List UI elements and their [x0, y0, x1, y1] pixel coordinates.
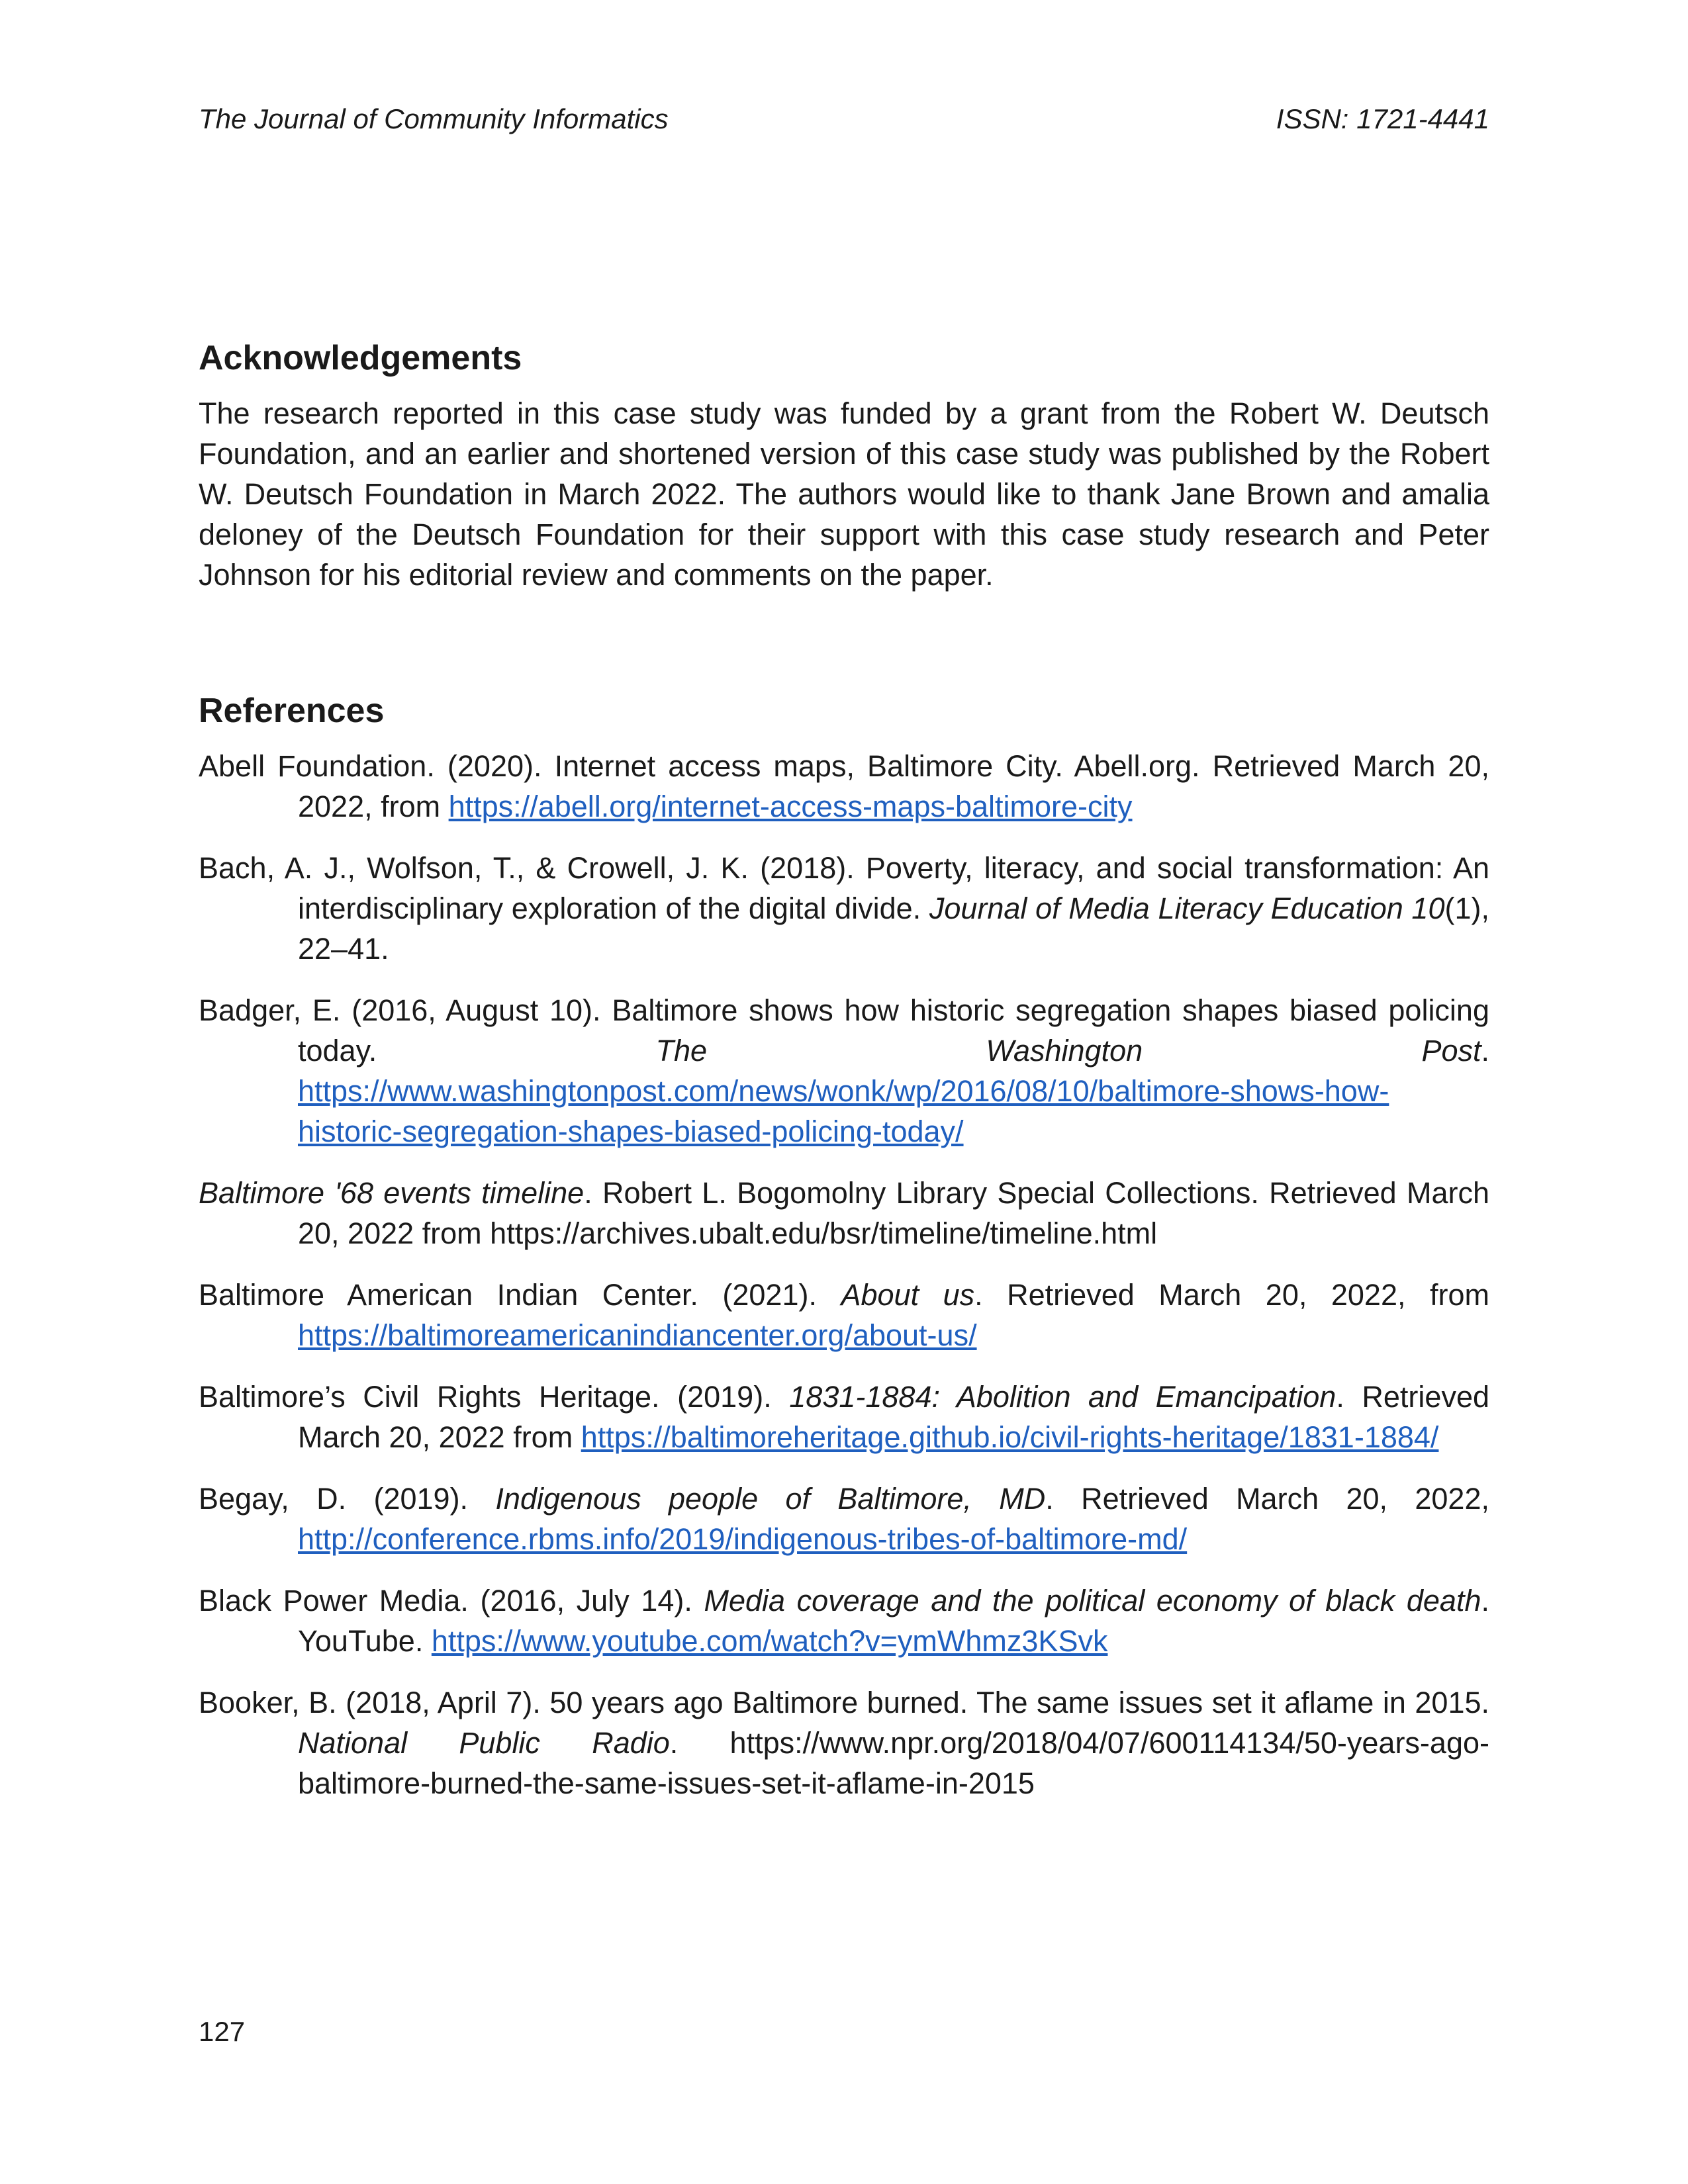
reference-link[interactable]: https://abell.org/internet-access-maps-baltimore-city [448, 790, 1133, 823]
issn: ISSN: 1721-4441 [1276, 103, 1489, 134]
journal-title: The Journal of Community Informatics [199, 103, 669, 134]
reference-italic: Indigenous people of Baltimore, MD [495, 1482, 1046, 1516]
reference-text: Baltimore’s Civil Rights Heritage. (2019). [199, 1380, 790, 1414]
reference-italic: National Public Radio [298, 1726, 670, 1760]
reference-text: Begay, D. (2019). [199, 1482, 496, 1516]
reference-link[interactable]: https://baltimoreamericanindiancenter.org/about-us/ [298, 1318, 977, 1352]
main-content [199, 335, 1489, 1825]
reference-text: . YouTube. [298, 1584, 1489, 1658]
acknowledgements-text: The research reported in this case study was funded by a grant from the Robert W. Deutsch Foundation, and an earlier and shortened version of this case study was published by the Robert W. Deutsch Foundation in March 2022. The authors would like to thank Jane Brown and amalia deloney of the Deutsch Foundation for their support with this case study research and Peter Johnson for his editorial review and comments on the paper. [199, 396, 1489, 592]
reference-text: (1), 22–41. [298, 891, 1489, 966]
reference-item [199, 848, 1489, 969]
reference-italic: Journal of Media Literacy Education 10 [929, 891, 1445, 925]
reference-item [199, 1377, 1489, 1457]
reference-item [199, 1580, 1489, 1661]
reference-item [199, 990, 1489, 1152]
reference-list [199, 746, 1489, 1803]
reference-text: . Retrieved March 20, 2022, from [974, 1278, 1489, 1312]
reference-text: Baltimore American Indian Center. (2021). [199, 1278, 841, 1312]
references-heading: References [199, 692, 385, 730]
reference-italic: Media coverage and the political economy of black death [704, 1584, 1481, 1617]
reference-text: Booker, B. (2018, April 7). 50 years ago Baltimore burned. The same issues set it aflame in 2015. [199, 1686, 1489, 1719]
reference-text: . https://www.npr.org/2018/04/07/600114134/50-years-ago-baltimore-burned-the-same-issues-set-it-aflame-in-2015 [298, 1726, 1489, 1800]
reference-text: . [1481, 1034, 1490, 1068]
page-number: 127 [199, 2016, 246, 2047]
reference-text: . Robert L. Bogomolny Library Special Collections. Retrieved March 20, 2022 from https://archives.ubalt.edu/bsr/timeline/timeline.html [298, 1176, 1489, 1250]
reference-italic: About us [841, 1278, 975, 1312]
reference-italic: Baltimore '68 events timeline [199, 1176, 585, 1210]
reference-text: Bach, A. J., Wolfson, T., & Crowell, J. K. (2018). Poverty, literacy, and social transformation: An interdisciplinary exploration of the digital divide. [199, 851, 1489, 925]
reference-italic: 1831-1884: Abolition and Emancipation [789, 1380, 1336, 1414]
reference-item [199, 1682, 1489, 1803]
reference-link[interactable]: https://www.washingtonpost.com/news/wonk/wp/2016/08/10/baltimore-shows-how-historic-segregation-shapes-biased-policing-today/ [298, 1074, 1389, 1148]
reference-italic: The Washington Post [655, 1034, 1481, 1068]
reference-item [199, 1275, 1489, 1355]
reference-item [199, 1173, 1489, 1253]
reference-text: Badger, E. (2016, August 10). Baltimore shows how historic segregation shapes biased policing today. [199, 993, 1489, 1068]
reference-link[interactable]: https://baltimoreheritage.github.io/civil-rights-heritage/1831-1884/ [581, 1420, 1439, 1454]
reference-text: Black Power Media. (2016, July 14). [199, 1584, 704, 1617]
reference-link[interactable]: https://www.youtube.com/watch?v=ymWhmz3KSvk [431, 1624, 1108, 1658]
acknowledgements-heading: Acknowledgements [199, 339, 522, 377]
reference-text: . Retrieved March 20, 2022, [1045, 1482, 1489, 1516]
reference-link[interactable]: http://conference.rbms.info/2019/indigenous-tribes-of-baltimore-md/ [298, 1522, 1188, 1556]
reference-text: Abell Foundation. (2020). Internet access maps, Baltimore City. Abell.org. Retrieved March 20, 2022, from [199, 749, 1489, 823]
reference-item [199, 746, 1489, 827]
reference-text: . Retrieved March 20, 2022 from [298, 1380, 1489, 1454]
reference-item [199, 1479, 1489, 1559]
